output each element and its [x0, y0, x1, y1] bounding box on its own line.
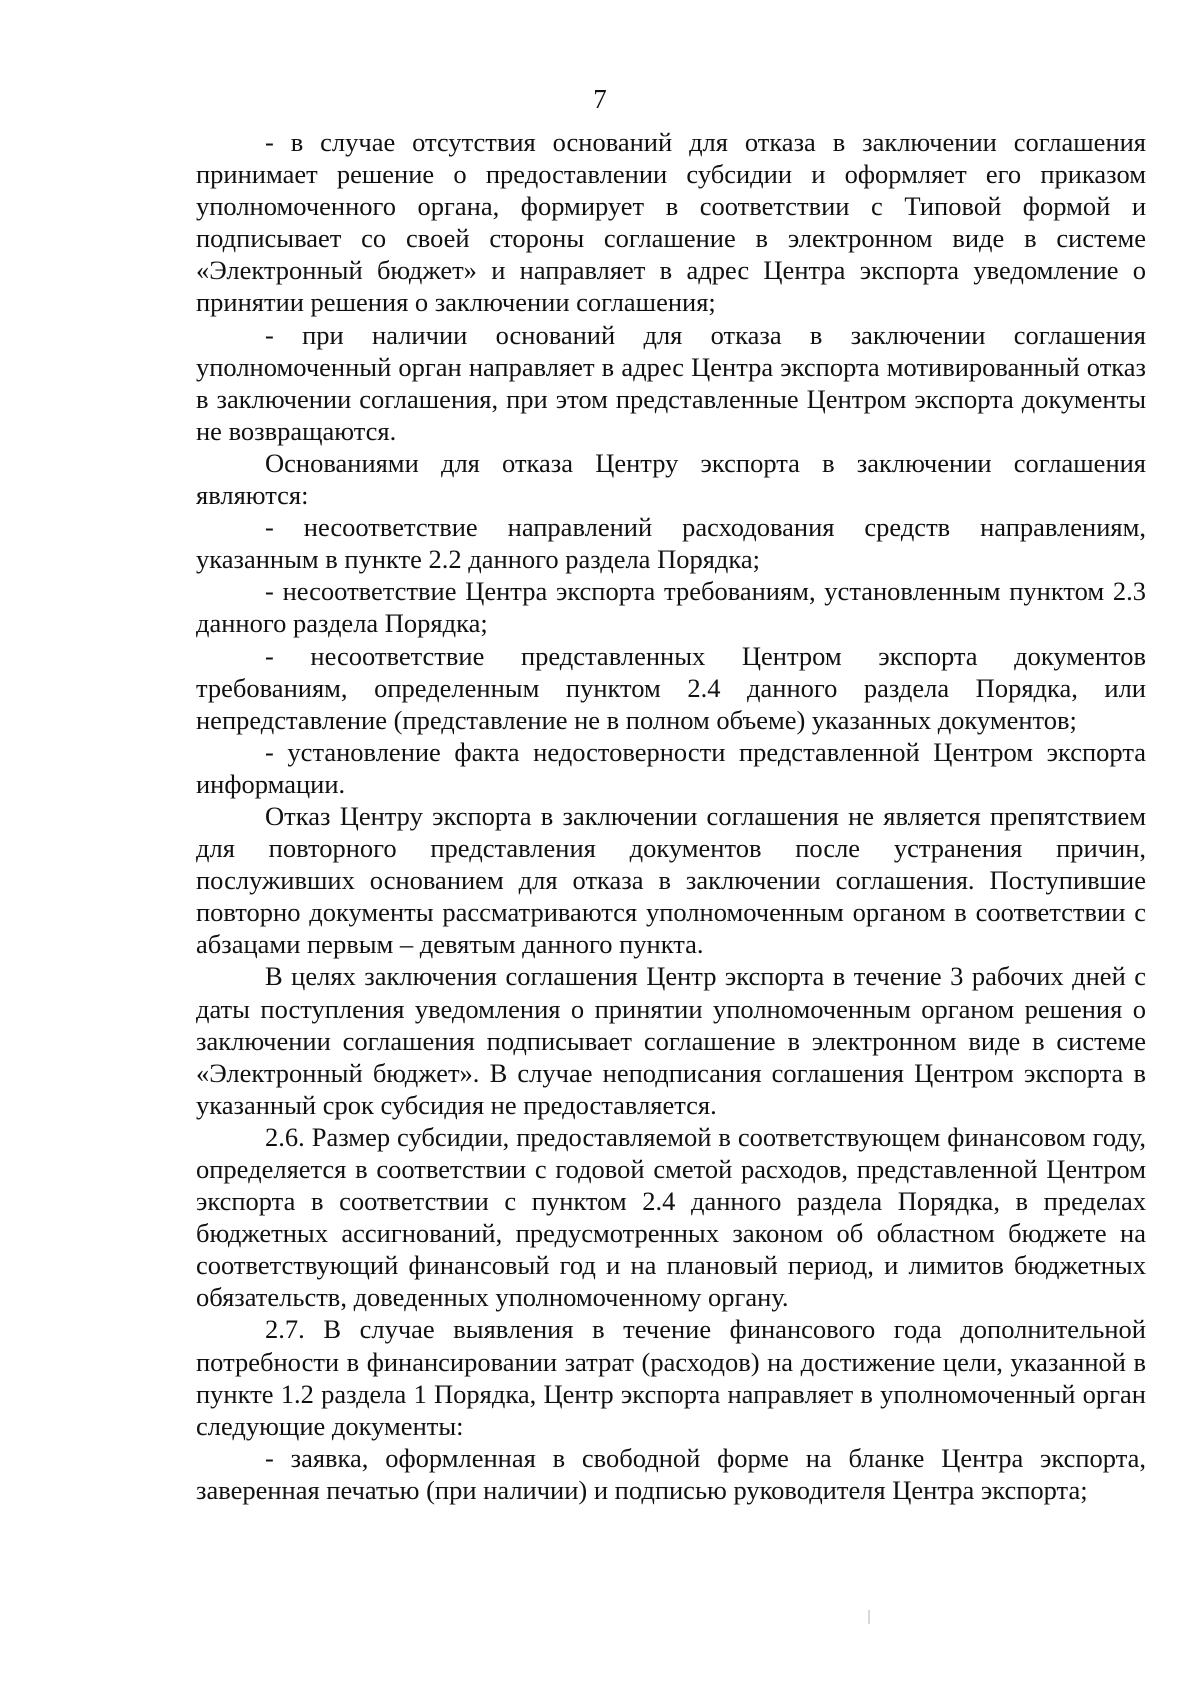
paragraph-grounds-refusal: - при наличии оснований для отказа в заключении соглашения уполномоченный орган направляет в адрес Центра экспорта мотивированный отказ в заключении соглашения, при этом представленные Центром экспорта документы не возвращаются.	[196, 319, 1146, 446]
paragraph-no-grounds-decision: - в случае отсутствия оснований для отказа в заключении соглашения принимает решение о предоставлении субсидии и оформляет его приказом уполномоченного органа, формирует в соответствии с Типовой формой и подписывает со своей стороны соглашение в электронном виде в системе «Электронный бюджет» и направляет в адрес Центра экспорта уведомление о принятии решения о заключении соглашения;	[196, 127, 1146, 318]
paragraph-refusal-not-obstacle: Отказ Центру экспорта в заключении соглашения не является препятствием для повторного представления документов после устранения причин, послуживших основанием для отказа в заключении соглашения. Поступившие повторно документы рассматриваются уполномоченным органом в соответствии с абзацами первым – девятым данного пункта.	[196, 800, 1146, 960]
scan-artifact	[868, 1610, 870, 1624]
paragraph-2-6-subsidy-size: 2.6. Размер субсидии, предоставляемой в соответствующем финансовом году, определяется в соответствии с годовой сметой расходов, представленной Центром экспорта в соответствии с пунктом 2.4 данного раздела Порядка, в пределах бюджетных ассигнований, предусмотренных законом об областном бюджете на соответствующий финансовый год и на плановый период, и лимитов бюджетных обязательств, доведенных уполномоченному органу.	[196, 1121, 1146, 1313]
paragraph-ground-unreliable-info: - установление факта недостоверности представленной Центром экспорта информации.	[196, 736, 1146, 799]
document-body	[196, 126, 1146, 1506]
paragraph-refusal-grounds-intro: Основаниями для отказа Центру экспорта в заключении соглашения являются:	[196, 447, 1146, 511]
paragraph-ground-requirements: - несоответствие Центра экспорта требованиям, установленным пунктом 2.3 данного раздела Порядка;	[196, 576, 1146, 639]
page-number: 7	[593, 84, 607, 114]
paragraph-ground-directions: - несоответствие направлений расходования средств направлениям, указанным в пункте 2.2 данного раздела Порядка;	[196, 512, 1146, 575]
paragraph-signing-agreement: В целях заключения соглашения Центр экспорта в течение 3 рабочих дней с даты поступления уведомления о принятии уполномоченным органом решения о заключении соглашения подписывает соглашение в электронном виде в системе «Электронный бюджет». В случае неподписания соглашения Центром экспорта в указанный срок субсидия не предоставляется.	[196, 961, 1146, 1120]
paragraph-ground-documents: - несоответствие представленных Центром экспорта документов требованиям, определенным пунктом 2.4 данного раздела Порядка, или непредставление (представление не в полном объеме) указанных документов;	[196, 640, 1146, 735]
paragraph-2-7-additional-need: 2.7. В случае выявления в течение финансового года дополнительной потребности в финансировании затрат (расходов) на достижение цели, указанной в пункте 1.2 раздела 1 Порядка, Центр экспорта направляет в уполномоченный орган следующие документы:	[196, 1314, 1146, 1441]
paragraph-application-form: - заявка, оформленная в свободной форме на бланке Центра экспорта, заверенная печатью (при наличии) и подписью руководителя Центра экспорта;	[196, 1442, 1146, 1505]
